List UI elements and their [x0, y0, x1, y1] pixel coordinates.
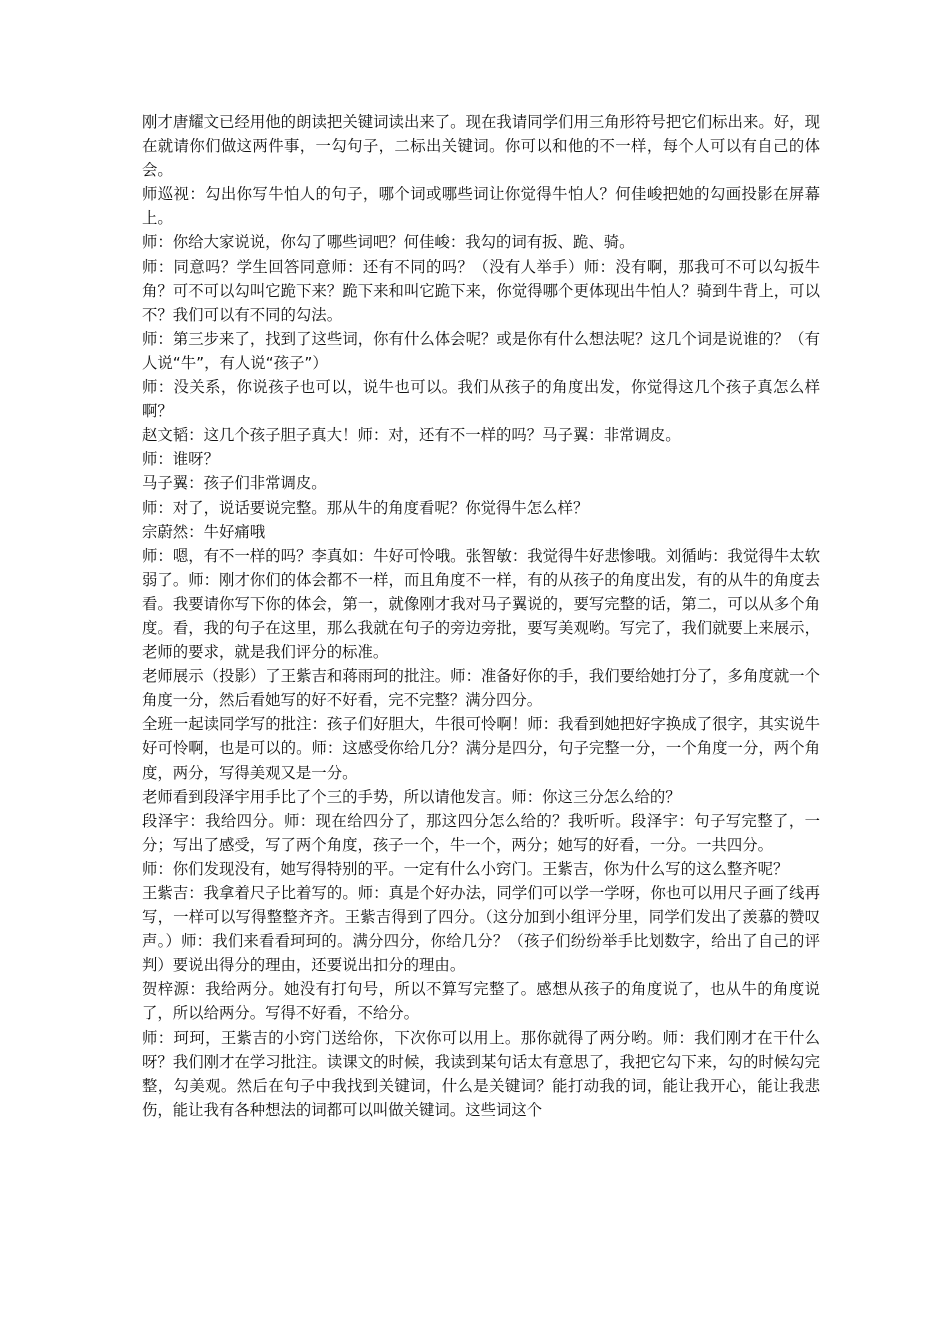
paragraph: 师：谁呀？ [142, 450, 219, 469]
paragraph: 宗蔚然：牛好痛哦 [142, 522, 266, 541]
paragraph: 师：同意吗？学生回答同意师：还有不同的吗？（没有人举手）师：没有啊，那我可不可以勾扳牛角？可不可以勾叫它跪下来？跪下来和叫它跪下来，你觉得哪个更体现出牛怕人？骑到牛背上，可以不？我们可以有不同的勾法。 [142, 257, 820, 324]
paragraph: 赵文韬：这几个孩子胆子真大！师：对，还有不一样的吗？马子翼：非常调皮。 [142, 426, 681, 445]
paragraph: 全班一起读同学写的批注：孩子们好胆大，牛很可怜啊！师：我看到她把好字换成了很字，其实说牛好可怜啊，也是可以的。师：这感受你给几分？满分是四分，句子完整一分，一个角度一分，两个角度，两分，写得美观又是一分。 [142, 715, 820, 782]
paragraph: 师巡视：勾出你写牛怕人的句子，哪个词或哪些词让你觉得牛怕人？何佳峻把她的勾画投影在屏幕上。 [142, 185, 820, 228]
paragraph: 师：没关系，你说孩子也可以，说牛也可以。我们从孩子的角度出发，你觉得这几个孩子真怎么样啊？ [142, 378, 820, 421]
paragraph: 刚才唐耀文已经用他的朗读把关键词读出来了。现在我请同学们用三角形符号把它们标出来。好，现在就请你们做这两件事，一勾句子，二标出关键词。你可以和他的不一样，每个人可以有自己的体会。 [142, 113, 820, 180]
document-body [142, 110, 820, 1122]
paragraph: 师：对了，说话要说完整。那从牛的角度看呢？你觉得牛怎么样？ [142, 498, 589, 517]
paragraph: 师：嗯，有不一样的吗？李真如：牛好可怜哦。张智敏：我觉得牛好悲惨哦。刘循屿：我觉得牛太软弱了。师：刚才你们的体会都不一样，而且角度不一样，有的从孩子的角度出发，有的从牛的角度去看。我要请你写下你的体会，第一，就像刚才我对马子翼说的，要写完整的话，第二，可以从多个角度。看，我的句子在这里，那么我就在句子的旁边旁批，要写美观哟。写完了，我们就要上来展示，老师的要求，就是我们评分的标准。 [142, 546, 820, 662]
paragraph: 老师看到段泽宇用手比了个三的手势，所以请他发言。师：你这三分怎么给的？ [142, 787, 681, 806]
paragraph: 王紫吉：我拿着尺子比着写的。师：真是个好办法，同学们可以学一学呀，你也可以用尺子画了线再写，一样可以写得整整齐齐。王紫吉得到了四分。（这分加到小组评分里，同学们发出了羡慕的赞叹声。）师：我们来看看珂珂的。满分四分，你给几分？（孩子们纷纷举手比划数字，给出了自己的评判）要说出得分的理由，还要说出扣分的理由。 [142, 884, 820, 975]
paragraph: 老师展示（投影）了王紫吉和蒋雨珂的批注。师：准备好你的手，我们要给她打分了，多角度就一个角度一分，然后看她写的好不好看，完不完整？满分四分。 [142, 667, 820, 710]
paragraph: 师：第三步来了，找到了这些词，你有什么体会呢？或是你有什么想法呢？这几个词是说谁的？（有人说“牛”，有人说“孩子”） [142, 329, 820, 372]
paragraph: 段泽宇：我给四分。师：现在给四分了，那这四分怎么给的？我听听。段泽宇：句子写完整了，一分；写出了感受，写了两个角度，孩子一个，牛一个，两分；她写的好看，一分。一共四分。 [142, 811, 820, 854]
paragraph: 师：你们发现没有，她写得特别的平。一定有什么小窍门。王紫吉，你为什么写的这么整齐呢？ [142, 859, 789, 878]
paragraph: 师：你给大家说说，你勾了哪些词吧？何佳峻：我勾的词有扳、跪、骑。 [142, 233, 635, 252]
paragraph: 马子翼：孩子们非常调皮。 [142, 474, 327, 493]
paragraph: 师：珂珂，王紫吉的小窍门送给你，下次你可以用上。那你就得了两分哟。师：我们刚才在干什么呀？我们刚才在学习批注。读课文的时候，我读到某句话太有意思了，我把它勾下来，勾的时候勾完整，勾美观。然后在句子中我找到关键词，什么是关键词？能打动我的词，能让我开心，能让我悲伤，能让我有各种想法的词都可以叫做关键词。这些词这个 [142, 1028, 820, 1119]
paragraph: 贺梓源：我给两分。她没有打句号，所以不算写完整了。感想从孩子的角度说了，也从牛的角度说了，所以给两分。写得不好看，不给分。 [142, 980, 820, 1023]
